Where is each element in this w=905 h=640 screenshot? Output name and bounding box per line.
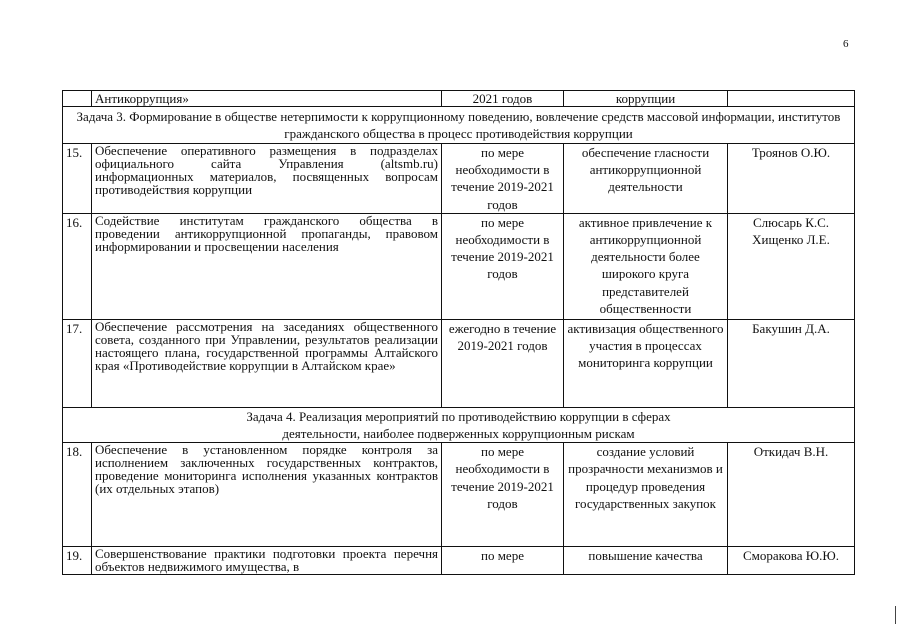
row-number: 16. (63, 213, 92, 319)
term-cell: 2021 годов (442, 91, 564, 107)
responsible-cell: Сморакова Ю.Ю. (728, 547, 855, 575)
responsible-cell: Откидач В.Н. (728, 443, 855, 547)
result-cell: коррупции (564, 91, 728, 107)
page-number: 6 (843, 38, 849, 50)
responsible-cell (728, 91, 855, 107)
responsible-cell: Бакушин Д.А. (728, 319, 855, 407)
term-cell: по мере необходимости в течение 2019-2021 годов (442, 213, 564, 319)
task-4-heading: Задача 4. Реализация мероприятий по противодействию коррупции в сферах деятельности, наиболее подверженных коррупционным рискам (63, 407, 855, 442)
result-cell: активное привлечение к антикоррупционной деятельности более широкого круга представителей общественности (564, 213, 728, 319)
term-cell: ежегодно в течение 2019-2021 годов (442, 319, 564, 407)
event-cell: Антикоррупция» (92, 91, 442, 107)
result-cell: обеспечение гласности антикоррупционной деятельности (564, 144, 728, 214)
task-header-row (63, 107, 855, 144)
term-cell: по мере необходимости в течение 2019-2021 годов (442, 144, 564, 214)
responsible-cell: Слюсарь К.С. Хищенко Л.Е. (728, 213, 855, 319)
table-row (63, 144, 855, 214)
term-cell: по мере необходимости в течение 2019-2021 годов (442, 443, 564, 547)
term-cell: по мере (442, 547, 564, 575)
event-cell: Содействие институтам гражданского общества в проведении антикоррупционной пропаганды, правовом информировании и просвещении населения (92, 213, 442, 319)
result-cell: создание условий прозрачности механизмов и процедур проведения государственных закупок (564, 443, 728, 547)
event-cell: Обеспечение рассмотрения на заседаниях общественного совета, созданного при Управлении, результатов реализации настоящего плана, государственной программы Алтайского края «Противодействие коррупции в Алтайском крае» (92, 319, 442, 407)
task-3-heading: Задача 3. Формирование в обществе нетерпимости к коррупционному поведению, вовлечение средств массовой информации, институтов гражданского общества в процесс противодействия коррупции (63, 107, 855, 144)
row-number: 17. (63, 319, 92, 407)
event-cell: Обеспечение оперативного размещения в подразделах официального сайта Управления (altsmb.ru) информационных материалов, посвященных вопросам противодействия коррупции (92, 144, 442, 214)
event-cell: Совершенствование практики подготовки проекта перечня объектов недвижимого имущества, в (92, 547, 442, 575)
result-cell: повышение качества (564, 547, 728, 575)
scan-edge-mark (895, 606, 896, 624)
responsible-cell: Троянов О.Ю. (728, 144, 855, 214)
task-header-row (63, 407, 855, 442)
result-cell: активизация общественного участия в процессах мониторинга коррупции (564, 319, 728, 407)
table-row (63, 319, 855, 407)
row-number: 18. (63, 443, 92, 547)
table-row (63, 213, 855, 319)
event-cell: Обеспечение в установленном порядке контроля за исполнением заключенных государственных контрактов, проведение мониторинга исполнения указанных контрактов (их отдельных этапов) (92, 443, 442, 547)
row-number: 19. (63, 547, 92, 575)
row-number: 15. (63, 144, 92, 214)
anticorruption-plan-table (62, 90, 855, 575)
table-row (63, 443, 855, 547)
table-row-continued (63, 91, 855, 107)
table-row (63, 547, 855, 575)
row-number (63, 91, 92, 107)
